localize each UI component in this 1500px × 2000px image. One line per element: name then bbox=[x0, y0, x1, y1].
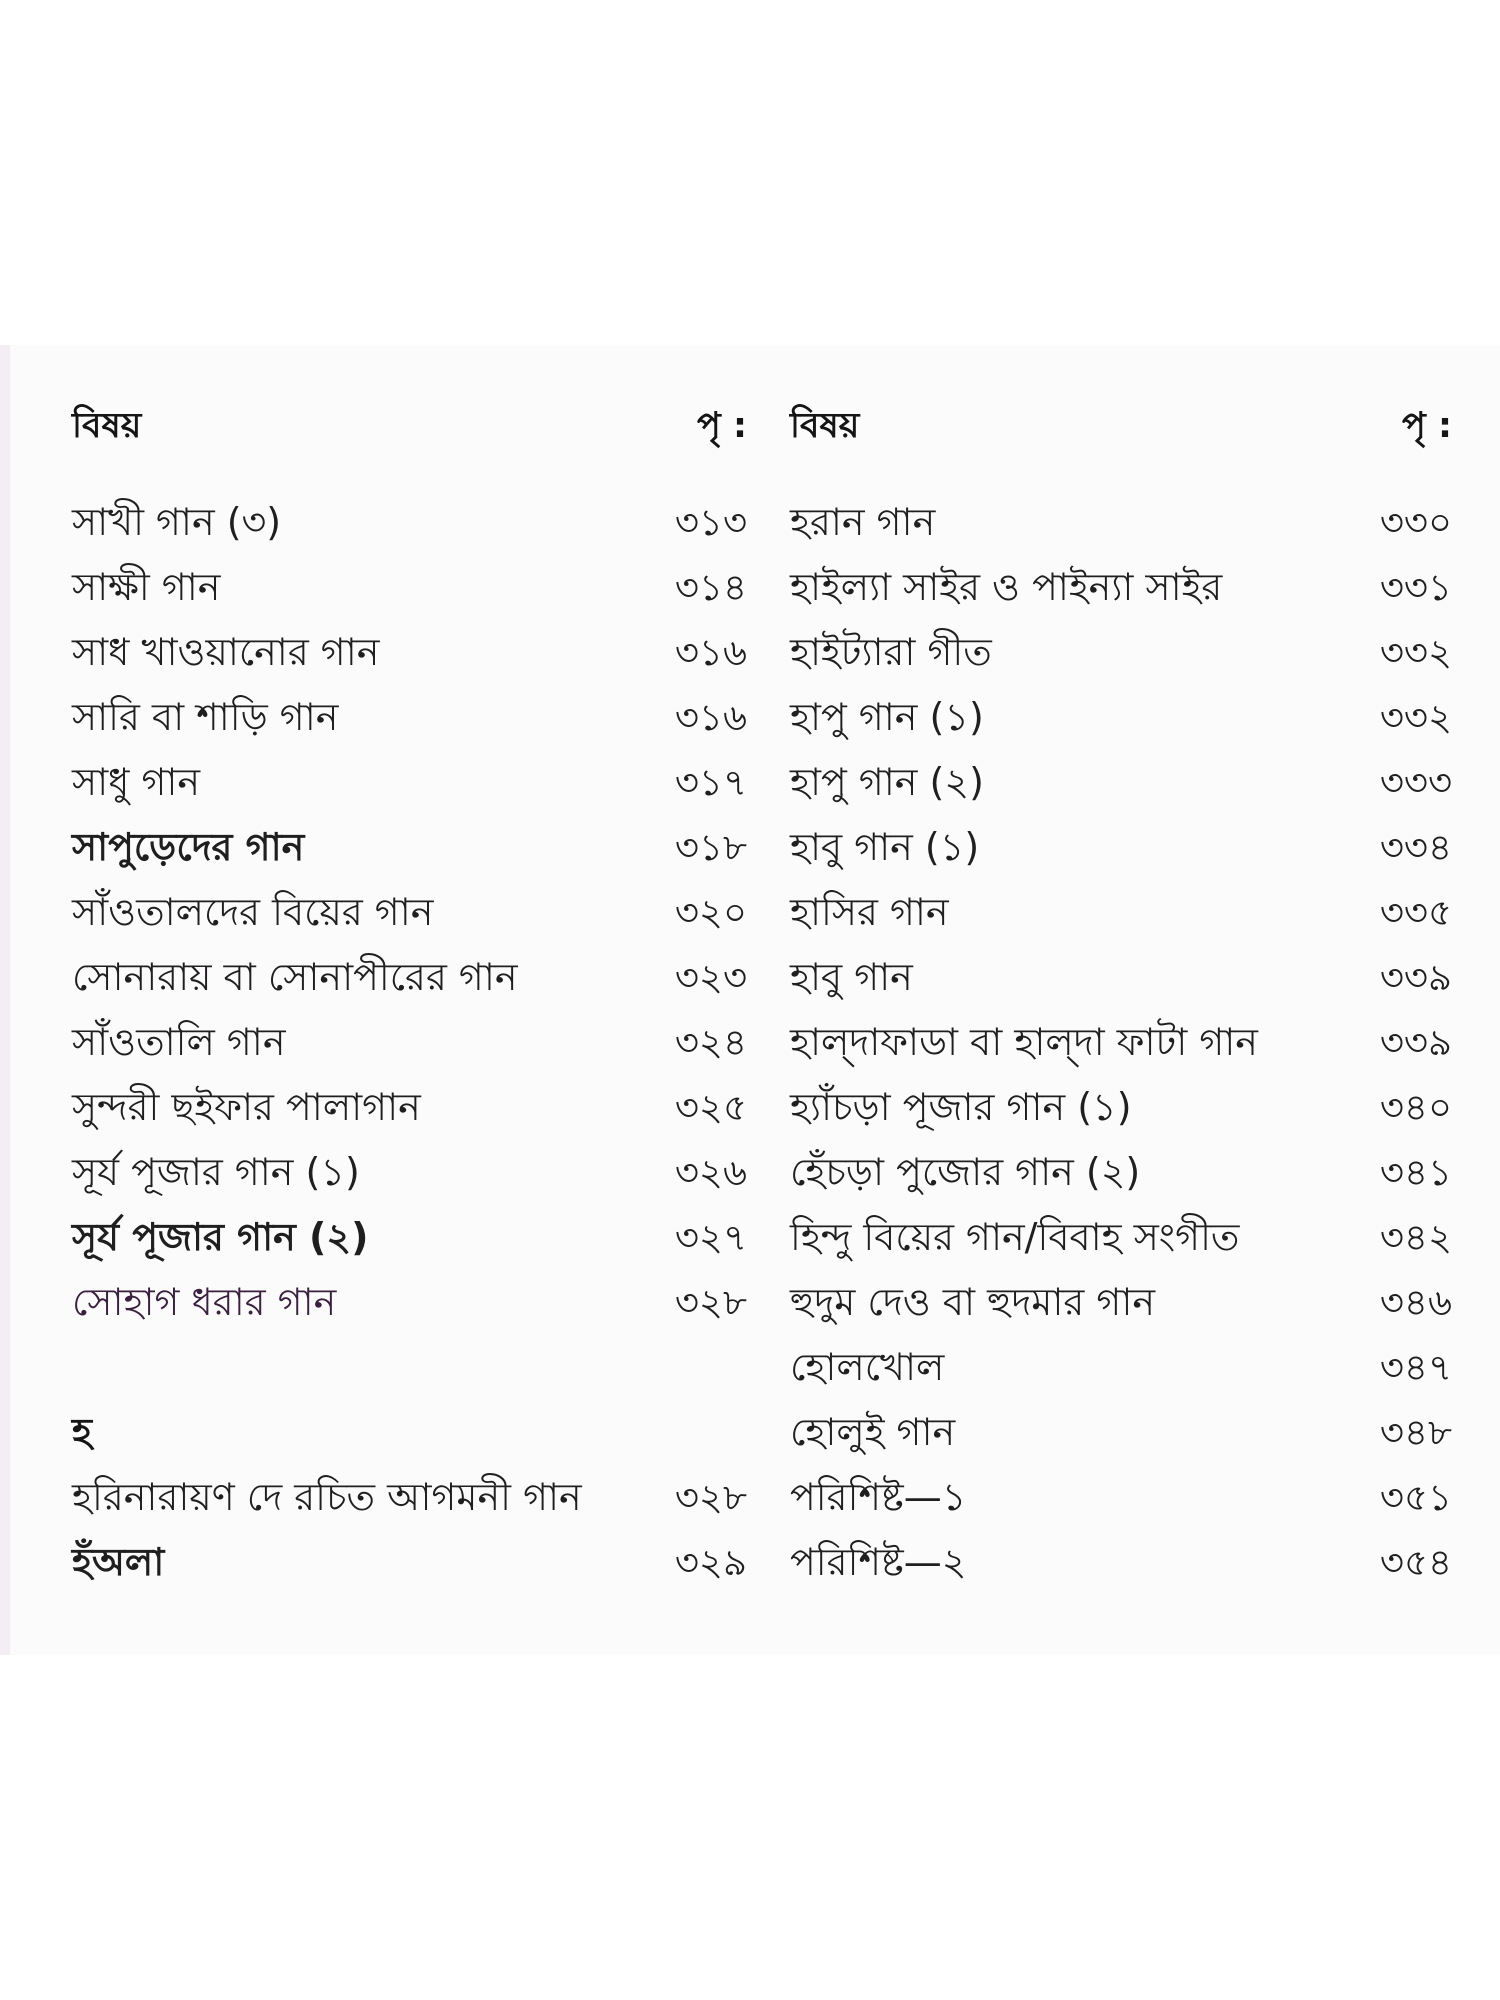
index-entry bbox=[790, 1075, 1452, 1140]
index-entry bbox=[790, 1010, 1452, 1075]
section-letter: হ bbox=[72, 1410, 92, 1454]
entry-page-number: ৩২৮ bbox=[674, 1281, 747, 1324]
entry-page-number: ৩১৩ bbox=[674, 501, 747, 544]
entry-title: সুন্দরী ছইফার পালাগান bbox=[72, 1085, 421, 1129]
entry-title: হেঁচড়া পুজোর গান (২) bbox=[790, 1150, 1141, 1194]
entry-title: সাক্ষী গান bbox=[72, 565, 221, 609]
entry-page-number: ৩৩২ bbox=[1379, 696, 1452, 739]
index-entry bbox=[790, 490, 1452, 555]
entry-title: হরিনারায়ণ দে রচিত আগমনী গান bbox=[72, 1475, 582, 1519]
entry-title: সূর্য পূজার গান (২) bbox=[72, 1215, 369, 1259]
entry-title: সোহাগ ধরার গান bbox=[72, 1280, 337, 1324]
index-entry bbox=[72, 750, 747, 815]
index-entry bbox=[72, 1010, 747, 1075]
entry-page-number: ৩৪৮ bbox=[1379, 1411, 1452, 1454]
entry-title: পরিশিষ্ট—১ bbox=[790, 1475, 967, 1519]
entry-title: হঁঅলা bbox=[72, 1540, 165, 1584]
index-entry bbox=[790, 620, 1452, 685]
scan-left-edge bbox=[0, 345, 10, 1655]
entry-title: সূর্য পূজার গান (১) bbox=[72, 1150, 360, 1194]
index-entry bbox=[790, 945, 1452, 1010]
entry-page-number: ৩৫৪ bbox=[1379, 1541, 1452, 1584]
entry-page-number: ৩১৭ bbox=[674, 761, 747, 804]
page-heading: পৃ : bbox=[1402, 406, 1452, 446]
index-entry bbox=[72, 1075, 747, 1140]
page-heading: পৃ : bbox=[697, 406, 747, 446]
index-entry bbox=[790, 1140, 1452, 1205]
entry-page-number: ৩৩৫ bbox=[1379, 891, 1452, 934]
entry-page-number: ৩১৬ bbox=[674, 696, 747, 739]
entry-page-number: ৩৪০ bbox=[1379, 1086, 1452, 1129]
index-entry bbox=[72, 1140, 747, 1205]
entry-title: সারি বা শাড়ি গান bbox=[72, 695, 339, 739]
index-entry bbox=[72, 620, 747, 685]
entry-page-number: ৩২৬ bbox=[674, 1151, 747, 1194]
index-entry bbox=[72, 555, 747, 620]
entry-title: পরিশিষ্ট—২ bbox=[790, 1540, 967, 1584]
index-entry bbox=[72, 490, 747, 555]
index-entry bbox=[790, 1270, 1452, 1335]
entry-page-number: ৩১৮ bbox=[674, 826, 747, 869]
right-column-header bbox=[790, 400, 1452, 452]
entry-page-number: ৩৩১ bbox=[1379, 566, 1452, 609]
index-entry bbox=[72, 945, 747, 1010]
entry-page-number: ৩২৮ bbox=[674, 1476, 747, 1519]
entry-page-number: ৩৩২ bbox=[1379, 631, 1452, 674]
entry-page-number: ৩৪৬ bbox=[1379, 1281, 1452, 1324]
index-entry bbox=[790, 815, 1452, 880]
entry-page-number: ৩৪২ bbox=[1379, 1216, 1452, 1259]
index-entry bbox=[72, 1465, 747, 1530]
entry-page-number: ৩১৬ bbox=[674, 631, 747, 674]
entry-title: হোলুই গান bbox=[790, 1410, 956, 1454]
index-entry bbox=[790, 880, 1452, 945]
entry-title: হরান গান bbox=[790, 500, 936, 544]
entry-title: সাধু গান bbox=[72, 760, 201, 804]
entry-title: হাপু গান (১) bbox=[790, 695, 984, 739]
entry-title: সোনারায় বা সোনাপীরের গান bbox=[72, 955, 518, 999]
subject-heading: বিষয় bbox=[72, 406, 142, 446]
entry-title: সাধ খাওয়ানোর গান bbox=[72, 630, 380, 674]
index-entry bbox=[790, 555, 1452, 620]
left-index-column bbox=[72, 400, 747, 1595]
subject-heading: বিষয় bbox=[790, 406, 860, 446]
entry-title: হাল্‌দাফাডা বা হাল্‌দা ফাটা গান bbox=[790, 1020, 1258, 1064]
entry-title: সাপুড়েদের গান bbox=[72, 825, 305, 869]
entry-page-number: ৩২৭ bbox=[674, 1216, 747, 1259]
index-entry bbox=[790, 1465, 1452, 1530]
entry-title: সাঁওতালদের বিয়ের গান bbox=[72, 890, 434, 934]
index-entry bbox=[790, 1400, 1452, 1465]
entry-page-number: ৩২০ bbox=[674, 891, 747, 934]
entry-title: হাপু গান (২) bbox=[790, 760, 984, 804]
entry-title: হাইট্যারা গীত bbox=[790, 630, 992, 674]
index-entry bbox=[72, 685, 747, 750]
index-entry bbox=[790, 685, 1452, 750]
index-entry bbox=[72, 815, 747, 880]
entry-page-number: ৩৩০ bbox=[1379, 501, 1452, 544]
spacer-row bbox=[72, 1335, 747, 1400]
entry-page-number: ৩৩৯ bbox=[1379, 956, 1452, 999]
entry-page-number: ৩৪৭ bbox=[1379, 1346, 1452, 1389]
entry-title: হ্যাঁচড়া পূজার গান (১) bbox=[790, 1085, 1132, 1129]
entry-page-number: ৩২৩ bbox=[674, 956, 747, 999]
section-heading-row bbox=[72, 1400, 747, 1465]
entry-title: হাসির গান bbox=[790, 890, 949, 934]
entry-page-number: ৩২৯ bbox=[674, 1541, 747, 1584]
index-entry bbox=[72, 1530, 747, 1595]
entry-page-number: ৩১৪ bbox=[674, 566, 747, 609]
entry-page-number: ৩৩৩ bbox=[1379, 761, 1452, 804]
index-entry bbox=[790, 1205, 1452, 1270]
right-index-column bbox=[790, 400, 1452, 1595]
index-entry bbox=[72, 880, 747, 945]
entry-page-number: ৩৪১ bbox=[1379, 1151, 1452, 1194]
left-column-header bbox=[72, 400, 747, 452]
entry-title: সাঁওতালি গান bbox=[72, 1020, 286, 1064]
index-entry bbox=[790, 1335, 1452, 1400]
entry-title: সাখী গান (৩) bbox=[72, 500, 282, 544]
entry-page-number: ৩৫১ bbox=[1379, 1476, 1452, 1519]
entry-title: হিন্দু বিয়ের গান/বিবাহ সংগীত bbox=[790, 1215, 1240, 1259]
entry-title: হাইল্যা সাইর ও পাইন্যা সাইর bbox=[790, 565, 1223, 609]
entry-title: হাবু গান bbox=[790, 955, 913, 999]
index-entry bbox=[790, 750, 1452, 815]
entry-page-number: ৩৩৪ bbox=[1379, 826, 1452, 869]
entry-page-number: ৩২৪ bbox=[674, 1021, 747, 1064]
entry-title: হুদুম দেও বা হুদমার গান bbox=[790, 1280, 1156, 1324]
entry-page-number: ৩৩৯ bbox=[1379, 1021, 1452, 1064]
index-entry bbox=[790, 1530, 1452, 1595]
entry-title: হাবু গান (১) bbox=[790, 825, 980, 869]
entry-title: হোলখোল bbox=[790, 1345, 945, 1389]
index-entry bbox=[72, 1270, 747, 1335]
index-entry bbox=[72, 1205, 747, 1270]
entry-page-number: ৩২৫ bbox=[674, 1086, 747, 1129]
